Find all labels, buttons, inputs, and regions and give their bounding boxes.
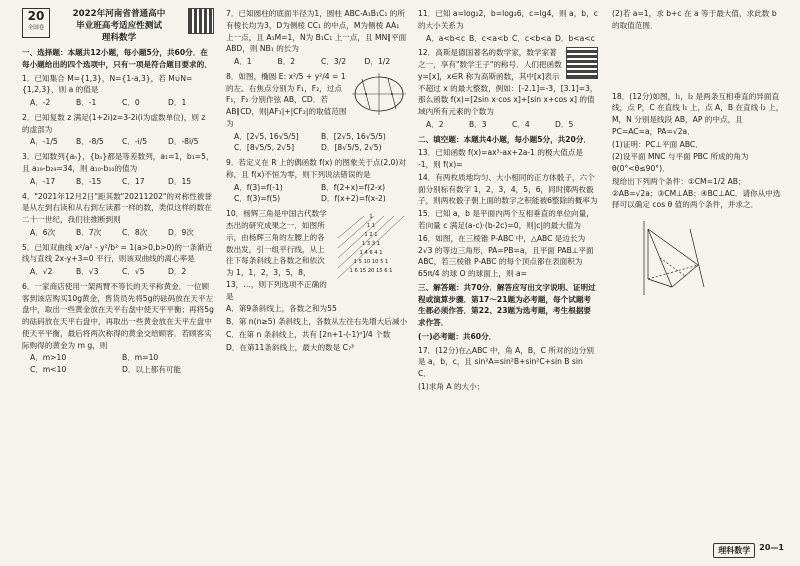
option: A．a<b<c: [426, 33, 466, 43]
option: D．15: [168, 176, 192, 186]
question-11-options: [426, 33, 598, 45]
section-required: (一)必考题：共60分．: [418, 331, 497, 341]
question-4-options: [30, 227, 214, 239]
question-8-options: [234, 131, 408, 155]
question-15: 15．已知 a，b 是平面内两个互相垂直的单位向量，若向量 c 满足(a-c)·(b-2c)=0，则|c|的最大值为: [418, 209, 594, 231]
option: C．c<b<a: [512, 33, 552, 43]
pascal-row: 1 4 6 4 1: [359, 250, 383, 257]
question-18: 18．(12分)如图，l₁，l₂ 是两条互相垂直的异面直线，点 P，C 在直线 l₁ 上，点 A，B 在直线 l₂ 上，M，N 分别是线段 AB，AP 的中点，且 PC=AC=a，PA=√2a．: [612, 91, 784, 136]
option: B．2: [277, 57, 296, 67]
option: A．-1/5: [30, 137, 58, 147]
option: D．1/2: [364, 57, 391, 67]
option: B．3: [469, 119, 487, 129]
option: A．-17: [30, 176, 56, 186]
option: C．3/2: [321, 57, 347, 67]
question-14: 14．有两枚质地均匀、大小相同的正方体骰子，六个面分别标有数字 1，2，3，4，5，6，同时掷两枚骰子，则两枚骰子朝上面的数字之积能被6整除的概率为: [418, 172, 598, 206]
question-1: 1．已知集合 M={1,3}，N={1-a,3}，若 M∪N={1,2,3}，则 a 的值是: [22, 73, 193, 95]
question-17: 17．(12分)在△ABC 中，角 A，B，C 所对的边分别是 a，b，c，且 sin²A=sin²B+sin²C+sin B sin C．: [418, 345, 594, 379]
option: D．f(x+2)=f(x-2): [321, 194, 386, 204]
question-6: 6．一家商店使用一架两臂不等长的天平称黄金．一位顾客到该店购买10g黄金，售货员先将5g的砝码放在天平左盘中，取出一些黄金放在天平右盘中使天平平衡；再将5g的砝码放在天平右盘中，再取出一些黄金放在天平左盘中使天平平衡，最后将两次称得的黄金交给顾客．若顾客实际购得的黄金为 m g，则: [22, 281, 214, 350]
title-line-2: 毕业班高考适应性测试: [76, 21, 162, 32]
question-8: 8．如图，椭圆 E: x²/5 + y²/4 = 1 的左、右焦点分别为 F₁，F₂，过点 F₁，F₂ 分别作弦 AB，CD．若 AB∥CD，则|AF₁|+|CF₂|的取值范围为: [226, 71, 347, 128]
option: B．c<a<b: [469, 33, 509, 43]
qr-code-icon: [566, 47, 598, 79]
option: B．-1: [76, 98, 97, 108]
badge-text: 全国卷: [27, 25, 45, 31]
pascal-triangle-figure: [334, 208, 408, 280]
option: A．√2: [30, 267, 53, 277]
question-6-options: [30, 352, 214, 376]
page-footer: [713, 543, 784, 558]
option: A．6次: [30, 227, 56, 237]
question-3-options: [30, 176, 214, 188]
pascal-row: 1 1: [366, 223, 376, 230]
question-5-options: [30, 266, 214, 278]
option: B．m=10: [122, 353, 159, 363]
option: A．m>10: [30, 353, 67, 363]
pascal-row: 1: [369, 214, 373, 221]
option: D．9次: [168, 227, 194, 237]
qr-code-icon: [188, 8, 214, 34]
column-3: [418, 8, 598, 394]
option: B．f(2+x)=f(2-x): [321, 182, 386, 192]
section-answer: 三、解答题：共70分．解答应写出文字说明、证明过程或演算步骤．第17～21题为必考题，每个试题考生都必须作答．第22、23题为选考题，考生根据要求作答．: [418, 282, 596, 328]
option: C．f(3)=f(5): [234, 194, 281, 204]
question-18-part-2: (2)设平面 MNC 与平面 PBC 所成的角为 θ(0°<θ≤90°)．: [612, 152, 749, 174]
option: B．-8/5: [76, 137, 104, 147]
paper-badge: [22, 8, 50, 38]
option: D．2: [168, 267, 187, 277]
option: C．m<10: [30, 365, 67, 375]
question-5: 5．已知双曲线 x²/a² - y²/b² = 1(a>0,b>0)的一条渐近线与直线 2x-y+3=0 平行，则该双曲线的离心率是: [22, 242, 213, 264]
pascal-row: 1 3 3 1: [361, 241, 381, 248]
question-10-option-c: C．在第 n 条斜线上，共有 [2n+1-(-1)ⁿ]/4 个数: [226, 329, 391, 339]
answer-space: [612, 33, 784, 91]
column-4: [612, 8, 784, 299]
question-1-options: [30, 97, 214, 109]
question-13: 13．已知函数 f(x)=ax³-ax+2a-1 的极大值点是 -1，则 f(x)=: [418, 148, 583, 170]
option: B．[2√5, 16√5/5): [321, 131, 386, 141]
option: D．[8√5/5, 2√5): [321, 143, 382, 153]
option: C．0: [122, 98, 140, 108]
pascal-row: 1 5 10 10 5 1: [353, 259, 389, 266]
option: A．-2: [30, 98, 51, 108]
question-12-options: [426, 119, 598, 131]
question-9: 9．若定义在 R 上的偶函数 f(x) 的图象关于点(2,0)对称，且 f(x)不恒为零，则下列说法错误的是: [226, 158, 406, 179]
question-3: 3．已知数列{aₙ}，{bₙ}都是等差数列，a₁=1，b₁=5，且 a₁₉-b₂₉=34，则 a₁₀-b₁₀的值为: [22, 152, 214, 173]
exam-title: [54, 8, 184, 44]
pascal-row: 1 2 1: [364, 232, 378, 239]
option: C．4: [512, 119, 530, 129]
exam-header: [22, 8, 214, 44]
column-2: [226, 8, 408, 354]
question-7: 7．已知圆柱的底面半径为1，圆柱 ABC-A₁B₁C₁ 的所有棱长均为3，D为侧棱 CC₁ 的中点，M为侧棱 AA₁ 上一点，且 A₁M=1，N为 B₁C₁ 上一点，且 MN∥平面 ABD，则 NB₁ 的长为: [226, 9, 407, 54]
option: D．b<a<c: [555, 33, 595, 43]
question-4: 4．"2021年12月2日"距其数"20211202"的对称性被誉是从左到右读和从右到左读都一样的数，类似这样的数在二十一世纪，我们往推断到则: [22, 191, 212, 225]
option: B．√3: [76, 267, 99, 277]
question-2: 2．已知复数 z 满足(1+2i)z=3-2i(i为虚数单位)，则 z 的虚部为: [22, 112, 206, 134]
option: D．1: [168, 98, 187, 108]
footer-page-number: 20—1: [759, 543, 784, 552]
section-fill: 二、填空题：本题共4小题，每小题5分，共20分．: [418, 134, 592, 144]
option: A．2: [426, 119, 444, 129]
question-17-part-1: (1)求角 A 的大小；: [418, 381, 485, 391]
option: A．f(3)=f(-1): [234, 182, 283, 192]
option: D．以上都有可能: [122, 365, 182, 375]
title-line-3: 理科数学: [101, 33, 137, 44]
option: C．17: [122, 176, 145, 186]
question-18-part-1: (1)证明：PC⊥平面 ABC．: [612, 139, 703, 149]
footer-subject: 理科数学: [713, 543, 755, 558]
question-16: 16．如图，在三棱锥 P-ABC 中，△ABC 是边长为 2√3 的等边三角形，PA=PB=a，且平面 PAB⊥平面 ABC，若三棱锥 P-ABC 的每个顶点都在表面积为 65π/4 的球 O 的球面上，则 a=: [418, 233, 594, 279]
option: A．1: [234, 57, 252, 67]
column-1: [22, 8, 214, 379]
option: B．7次: [76, 227, 102, 237]
question-10-option-a: A．第9条斜线上，各数之和为55: [226, 304, 337, 314]
question-9-options: [234, 182, 408, 206]
question-18-conditions: 现给出下列两个条件：①CM=1/2 AB；②AB=√2a；③CM⊥AB；④BC⊥AC．请你从中选择可以确定 cos θ 值的两个条件，并求之．: [612, 176, 781, 210]
section-choice: 一、选择题：本题共12小题，每小题5分，共60分．在每小题给出的四个选项中，只有一项是符合题目要求的．: [22, 48, 212, 69]
title-line-1: 2022年河南省普通高中: [72, 9, 166, 19]
pyramid-figure: [632, 215, 712, 299]
question-2-options: [30, 136, 214, 148]
option: A．[2√5, 16√5/5]: [234, 131, 299, 141]
option: C．[8√5/5, 2√5]: [234, 143, 295, 153]
question-17-part-2: (2)若 a=1，求 b+c 在 a 等于最大值，求此数 b 的取值范围．: [612, 9, 777, 30]
option: C．-i/5: [122, 137, 148, 147]
question-10: 10．杨辉三角是中国古代数学杰出的研究成果之一．如图所示，由杨辉三角的左腰上的各数出发，引一组平行线，从上往下每条斜线上各数之和依次为 1，1，2，3，5，8，13，…，则下列选项不正确的是: [226, 209, 327, 301]
option: D．-8i/5: [168, 137, 199, 147]
pascal-row: 1 6 15 20 15 6 1: [349, 268, 393, 275]
question-7-options: [234, 56, 408, 68]
question-11: 11．已知 a=log₂2，b=log₃6，c=lg4，则 a，b，c 的大小关系为: [418, 9, 598, 30]
question-12: 12．高斯是德国著名的数学家，数学家著之一，享有"数学王子"的称号．人们把函数 y=[x]，x∈R 称为高斯函数，其中[x]表示不超过 x 的最大整数，例如：[-2.1]=-3，[3.1]=3，那么函数 f(x)=[2sin x·cos x]+[sin x+cos x] 的值域内所有元素的个数为: [418, 48, 598, 117]
badge-number: 20: [27, 9, 45, 23]
ellipse-figure: [350, 71, 408, 117]
option: C．√5: [122, 267, 145, 277]
option: D．5: [555, 119, 574, 129]
option: B．-15: [76, 176, 102, 186]
question-10-option-d: D．在第11条斜线上，最大的数是 C₇³: [226, 342, 355, 352]
option: C．8次: [122, 227, 148, 237]
question-10-option-b: B．第 n(n≥5) 条斜线上，各数从左往右先增大后减小: [226, 317, 408, 327]
